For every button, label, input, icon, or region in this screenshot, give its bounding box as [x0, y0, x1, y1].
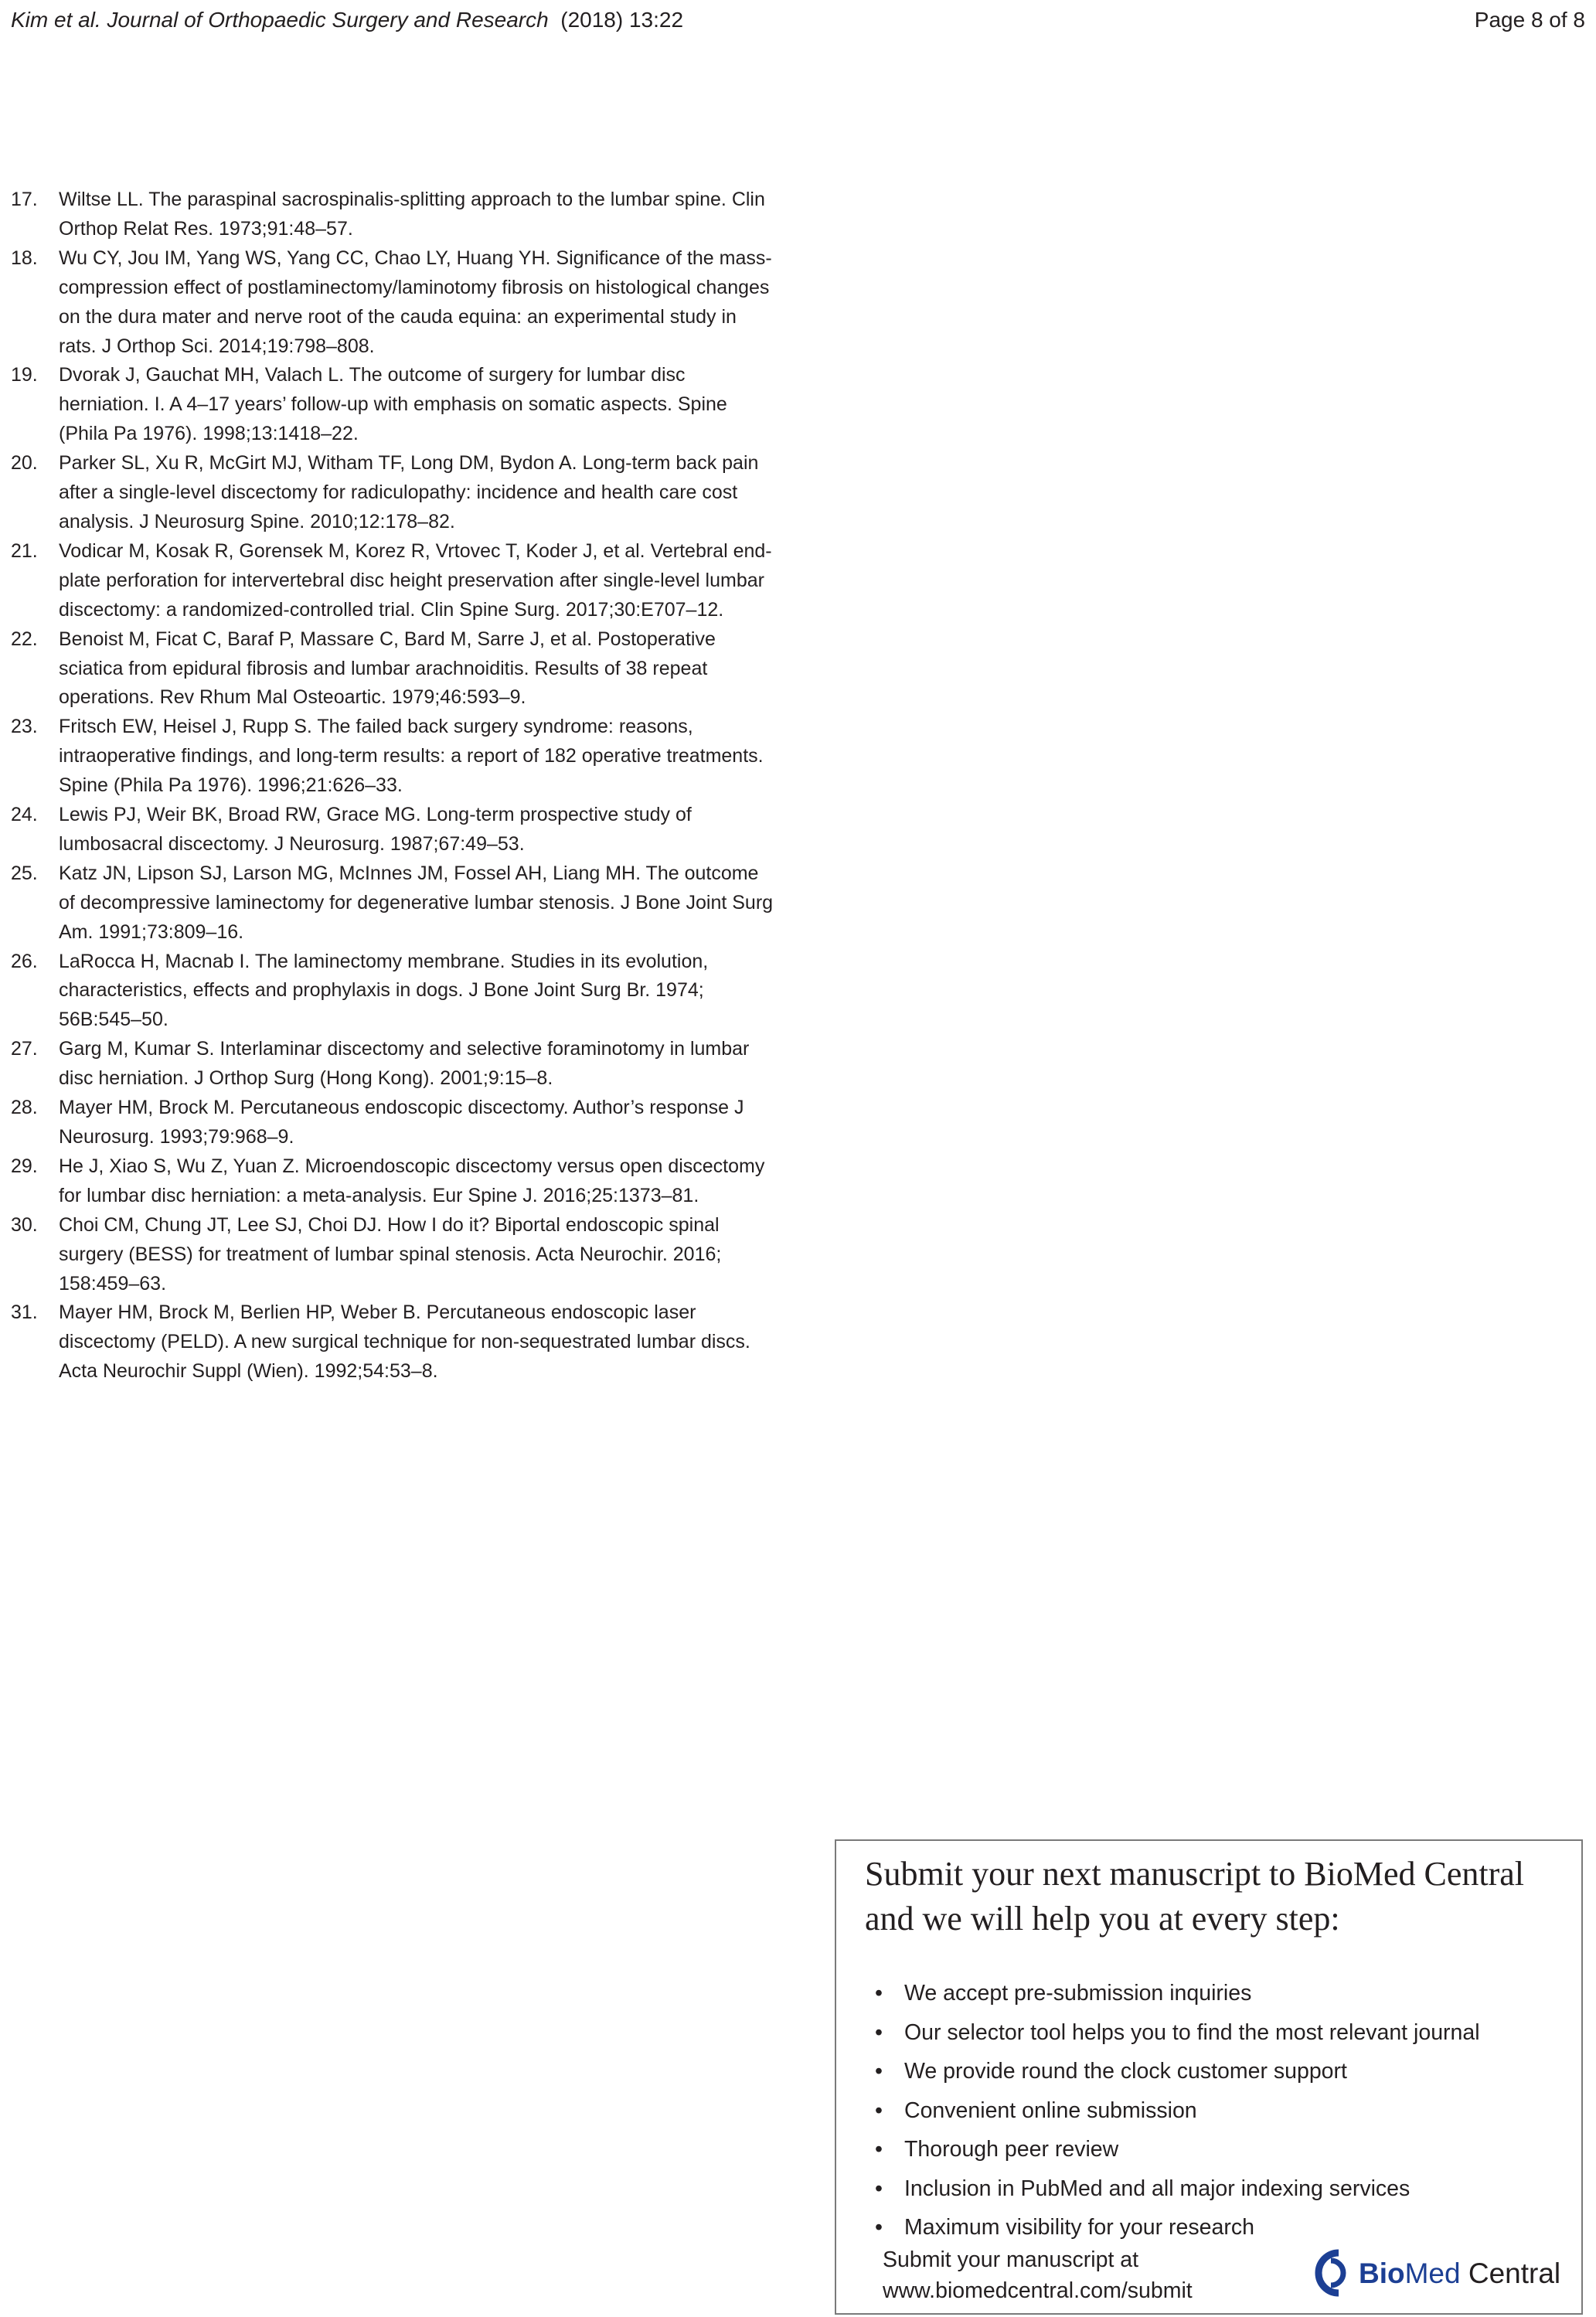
promo-benefit-text: Inclusion in PubMed and all major indexing services — [904, 2176, 1411, 2201]
bullet-icon: • — [875, 2215, 883, 2240]
promo-benefit-text: Maximum visibility for your research — [904, 2215, 1254, 2240]
biomed-central-promo-box — [835, 1839, 1583, 2315]
promo-benefit-item — [836, 2208, 1480, 2247]
reference-text: Katz JN, Lipson SJ, Larson MG, McInnes JM, Fossel AH, Liang MH. The outcome of decompressive laminectomy for degenerative lumbar stenosis. J Bone Joint Surg Am. 1991;73:809–16. — [59, 862, 774, 943]
reference-item — [11, 713, 776, 801]
reference-item — [11, 1298, 776, 1386]
reference-text: Choi CM, Chung JT, Lee SJ, Choi DJ. How I do it? Biportal endoscopic spinal surgery (BESS) for treatment of lumbar spinal stenosis. Acta Neurochir. 2016; 158:459–63. — [59, 1213, 722, 1295]
year-volume: (2018) 13:22 — [560, 8, 684, 32]
reference-item — [11, 244, 776, 362]
promo-benefit-item — [836, 2013, 1480, 2053]
biomed-central-logo — [1308, 2247, 1563, 2301]
reference-number: 30. — [11, 1213, 38, 1236]
reference-item — [11, 625, 776, 713]
reference-text: Benoist M, Ficat C, Baraf P, Massare C, Bard M, Sarre J, et al. Postoperative sciatica from epidural fibrosis and lumbar arachnoiditis. Results of 38 repeat operations. Rev Rhum Mal Osteoartic. 1979;46:593–9. — [59, 628, 716, 709]
promo-heading-line1: Submit your next manuscript to BioMed Central — [865, 1855, 1525, 1893]
reference-text: Mayer HM, Brock M. Percutaneous endoscopic discectomy. Author’s response J Neurosurg. 1993;79:968–9. — [59, 1097, 744, 1148]
reference-number: 23. — [11, 716, 38, 738]
promo-benefit-text: Our selector tool helps you to find the most relevant journal — [904, 2019, 1480, 2045]
reference-item — [11, 948, 776, 1036]
reference-text: Mayer HM, Brock M, Berlien HP, Weber B. Percutaneous endoscopic laser discectomy (PELD). A new surgical technique for non-sequestrated lumbar discs. Acta Neurochir Suppl (Wien). 1992;54:53–8. — [59, 1301, 750, 1383]
reference-item — [11, 361, 776, 449]
submit-info — [883, 2244, 1193, 2306]
promo-benefit-text: We provide round the clock customer support — [904, 2059, 1347, 2084]
submit-line: Submit your manuscript at — [883, 2247, 1139, 2272]
biomed-central-logo-icon — [1308, 2248, 1357, 2298]
reference-number: 17. — [11, 189, 38, 210]
reference-item — [11, 1211, 776, 1299]
bullet-icon: • — [875, 2019, 883, 2045]
reference-text: Vodicar M, Kosak R, Gorensek M, Korez R, Vrtovec T, Koder J, et al. Vertebral end-plate perforation for intervertebral disc height preservation after single-level lumbar discectomy: a randomized-controlled trial. Clin Spine Surg. 2017;30:E707–12. — [59, 539, 772, 621]
promo-benefit-text: Thorough peer review — [904, 2137, 1119, 2162]
running-head — [11, 5, 1585, 36]
reference-item — [11, 1094, 776, 1152]
promo-benefit-item — [836, 2130, 1480, 2169]
reference-text: Dvorak J, Gauchat MH, Valach L. The outcome of surgery for lumbar disc herniation. I. A 4–17 years’ follow-up with emphasis on somatic aspects. Spine (Phila Pa 1976). 1998;13:1418–22. — [59, 364, 727, 445]
reference-text: LaRocca H, Macnab I. The laminectomy membrane. Studies in its evolution, characteristics, effects and prophylaxis in dogs. J Bone Joint Surg Br. 1974; 56B:545–50. — [59, 950, 709, 1031]
page-number: Page 8 of 8 — [1474, 8, 1585, 32]
promo-heading — [865, 1852, 1560, 1941]
reference-text: Parker SL, Xu R, McGirt MJ, Witham TF, Long DM, Bydon A. Long-term back pain after a single-level discectomy for radiculopathy: incidence and health care cost analysis. J Neurosurg Spine. 2010;12:178–82. — [59, 452, 759, 532]
reference-number: 31. — [11, 1301, 38, 1324]
bullet-icon: • — [875, 2176, 883, 2201]
bullet-icon: • — [875, 1981, 883, 2006]
biomed-central-logo-text: BioMed Central — [1359, 2257, 1561, 2289]
reference-item — [11, 1035, 776, 1094]
promo-benefit-item — [836, 2052, 1480, 2091]
reference-text: He J, Xiao S, Wu Z, Yuan Z. Microendoscopic discectomy versus open discectomy for lumbar disc herniation: a meta-analysis. Eur Spine J. 2016;25:1373–81. — [59, 1155, 765, 1206]
reference-number: 29. — [11, 1155, 38, 1177]
reference-item — [11, 1152, 776, 1211]
reference-item — [11, 801, 776, 859]
bullet-icon: • — [875, 2137, 883, 2162]
reference-text: Fritsch EW, Heisel J, Rupp S. The failed back surgery syndrome: reasons, intraoperative findings, and long-term results: a report of 182 operative treatments. Spine (Phila Pa 1976). 1996;21:626–33. — [59, 716, 764, 797]
reference-text: Wiltse LL. The paraspinal sacrospinalis-splitting approach to the lumbar spine. Clin Orthop Relat Res. 1973;91:48–57. — [59, 189, 765, 240]
reference-number: 25. — [11, 862, 38, 884]
reference-number: 20. — [11, 452, 38, 475]
promo-benefit-list — [836, 1974, 1480, 2247]
promo-heading-line2: and we will help you at every step: — [865, 1900, 1340, 1938]
reference-item — [11, 449, 776, 537]
promo-benefit-text: We accept pre-submission inquiries — [904, 1981, 1252, 2006]
reference-text: Garg M, Kumar S. Interlaminar discectomy and selective foraminotomy in lumbar disc herniation. J Orthop Surg (Hong Kong). 2001;9:15–8. — [59, 1038, 750, 1090]
reference-number: 21. — [11, 539, 38, 562]
promo-benefit-item — [836, 2091, 1480, 2131]
reference-text: Lewis PJ, Weir BK, Broad RW, Grace MG. Long-term prospective study of lumbosacral discectomy. J Neurosurg. 1987;67:49–53. — [59, 804, 692, 855]
bullet-icon: • — [875, 2098, 883, 2123]
submit-url-link[interactable]: www.biomedcentral.com/submit — [883, 2278, 1193, 2303]
reference-item — [11, 185, 776, 244]
reference-number: 26. — [11, 950, 38, 972]
reference-item — [11, 859, 776, 948]
reference-number: 27. — [11, 1038, 38, 1060]
journal-citation — [11, 5, 683, 36]
reference-item — [11, 537, 776, 625]
bullet-icon: • — [875, 2059, 883, 2084]
reference-number: 19. — [11, 364, 38, 386]
reference-text: Wu CY, Jou IM, Yang WS, Yang CC, Chao LY, Huang YH. Significance of the mass-compression effect of postlaminectomy/laminotomy fibrosis on histological changes on the dura mater and nerve root of the cauda equina: an experimental study in rats. J Orthop Sci. 2014;19:798–808. — [59, 247, 772, 357]
reference-number: 18. — [11, 247, 38, 269]
promo-benefit-item — [836, 1974, 1480, 2013]
promo-benefit-item — [836, 2169, 1480, 2209]
reference-number: 28. — [11, 1097, 38, 1119]
reference-number: 22. — [11, 628, 38, 650]
reference-list — [11, 185, 776, 1386]
promo-benefit-text: Convenient online submission — [904, 2098, 1197, 2123]
reference-number: 24. — [11, 804, 38, 826]
journal-name: Kim et al. Journal of Orthopaedic Surgery and Research — [11, 8, 549, 32]
